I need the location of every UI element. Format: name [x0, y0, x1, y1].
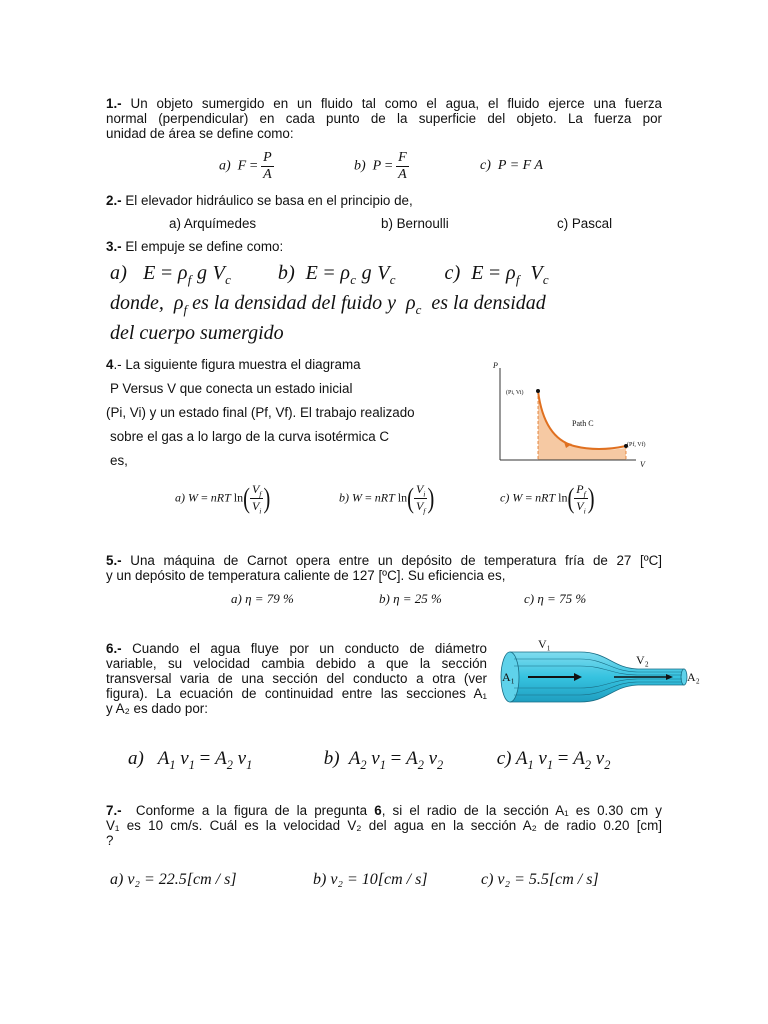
q1-option-a: a) F = $\frac{P}{A}$	[219, 150, 272, 182]
q7-line2: V₁ es 10 cm/s. Cuál es la velocidad V₂ del agua en la sección A₂ de radio 0.20 [cm]	[106, 818, 662, 833]
q1-option-b-label: b)	[354, 158, 366, 174]
q4-option-c: c) W = nRT ln( $\frac{P_f}{V_i}$ )	[500, 482, 595, 516]
q4-option-b: b) W = nRT ln( $\frac{V_i}{V_f}$ )	[339, 482, 435, 516]
q1-line2: normal (perpendicular) en cada punto de la superficie del objeto. La fuerza por	[106, 111, 662, 126]
q2-option-a: a) Arquímedes	[169, 216, 257, 231]
q3-where-c-text: es la densidad	[431, 292, 546, 314]
q7-option-a: a) v₂ = 22.5[cm / s]	[110, 871, 237, 888]
q3-where-line: donde, $\rho_f$ es la densidad del fuido y $\rho_c$ es la densidad	[110, 292, 546, 317]
q7-text-1c: , si el radio de la sección A₁ es 0.30 cm y	[381, 803, 662, 818]
q5-option-a: a) η = 79 %	[231, 591, 294, 606]
q1-text-1: Un objeto sumergido en un fluido tal como el agua, el fluido ejerce una fuerza	[130, 96, 662, 111]
q5-option-b: b) η = 25 %	[379, 591, 442, 606]
initial-point	[536, 389, 540, 393]
q2-option-b: b) Bernoulli	[381, 216, 449, 231]
fig-v2-label: V₂	[636, 653, 649, 667]
q1-option-a-label: a)	[219, 158, 231, 174]
q5-line2: y un depósito de temperatura caliente de 127 [ºC]. Su eficiencia es,	[106, 568, 506, 583]
fig-p-label: P	[493, 361, 498, 370]
fig-a1-label: A₁	[502, 670, 515, 684]
q4-line2: P Versus V que conecta un estado inicial	[110, 381, 353, 396]
q6-line5: y A₂ es dado por:	[106, 701, 208, 716]
q1-option-b: b) P = $\frac{F}{A}$	[354, 150, 407, 182]
pipe-diagram	[488, 632, 704, 728]
q4-number: 4	[106, 357, 114, 372]
q6-line4: figura). La ecuación de continuidad entre las secciones A₁	[106, 686, 487, 701]
q6-text-1: Cuando el agua fluye por un conducto de diámetro	[132, 641, 487, 656]
q4-line5: es,	[110, 453, 128, 468]
q1-line3: unidad de área se define como:	[106, 126, 294, 141]
q1-number: 1.-	[106, 96, 122, 111]
q3-where-end: del cuerpo sumergido	[110, 322, 284, 344]
q3-number: 3.-	[106, 239, 122, 254]
q4-line1	[106, 357, 361, 372]
q7-option-b: b) v₂ = 10[cm / s]	[313, 871, 428, 888]
q7-line3: ?	[106, 833, 114, 848]
q6-formula-options: a) $A_1$ $v_1 = A_2$ $v_1$ b) $A_2$ $v_1 = A_2$ $v_2$ c) $A_1$ $v_1 = A_2$ $v_2$	[128, 748, 611, 772]
q1-option-c-label: c)	[480, 158, 491, 173]
q2-number: 2.-	[106, 193, 122, 208]
q3-where-f-text: es la densidad del fuido y	[192, 292, 396, 314]
q6-line1	[106, 641, 487, 656]
q2-text: El elevador hidráulico se basa en el principio de,	[125, 193, 413, 208]
q4-text-1: .- La siguiente figura muestra el diagrama	[113, 357, 361, 372]
q1-option-c-eq: P = F A	[497, 158, 543, 173]
q2-line1	[106, 193, 413, 208]
q5-line1	[106, 553, 662, 568]
fig-v1-label: V₁	[538, 637, 551, 651]
q1-line1	[106, 96, 662, 111]
q6-line2: variable, su velocidad cambia debido a que la sección	[106, 656, 487, 671]
q6-number: 6.-	[106, 641, 122, 656]
fig-v-label: V	[640, 460, 645, 469]
fig-a2-label: A₂	[687, 670, 700, 684]
fig-path-label: Path C	[572, 419, 594, 428]
q3-line1	[106, 239, 283, 254]
fig-final-label: (Pf, Vf)	[627, 442, 646, 448]
fig-initial-label: (Pi, Vi)	[506, 390, 524, 396]
q1-option-c	[480, 158, 543, 174]
q4-line3: (Pi, Vi) y un estado final (Pf, Vf). El trabajo realizado	[106, 405, 415, 420]
q7-text-1a: Conforme a la figura de la pregunta	[135, 803, 368, 818]
q5-option-c: c) η = 75 %	[524, 591, 587, 606]
q7-line1	[106, 803, 662, 818]
q5-text-1: Una máquina de Carnot opera entre un depósito de temperatura fría de 27 [ºC]	[130, 553, 662, 568]
q7-option-c: c) v₂ = 5.5[cm / s]	[481, 871, 599, 888]
q3-formula-options: a) $E = \rho_f$ g $V_c$ b) $E = \rho_c$ g $V_c$ c) $E = \rho_f$ $V_c$	[110, 262, 549, 287]
q2-option-c: c) Pascal	[557, 216, 613, 231]
q7-number: 7.-	[106, 803, 122, 818]
q5-number: 5.-	[106, 553, 122, 568]
q7-text-1b: 6	[374, 803, 382, 818]
q4-option-a: a) W = nRT ln( $\frac{V_f}{V_i}$ )	[175, 482, 271, 516]
q3-text: El empuje se define como:	[125, 239, 284, 254]
q6-line3: transversal varia de una sección del conducto a otra (ver	[106, 671, 487, 686]
pv-diagram	[486, 356, 656, 472]
q3-where-label: donde,	[110, 292, 164, 314]
q4-line4: sobre el gas a lo largo de la curva isotérmica C	[110, 429, 390, 444]
